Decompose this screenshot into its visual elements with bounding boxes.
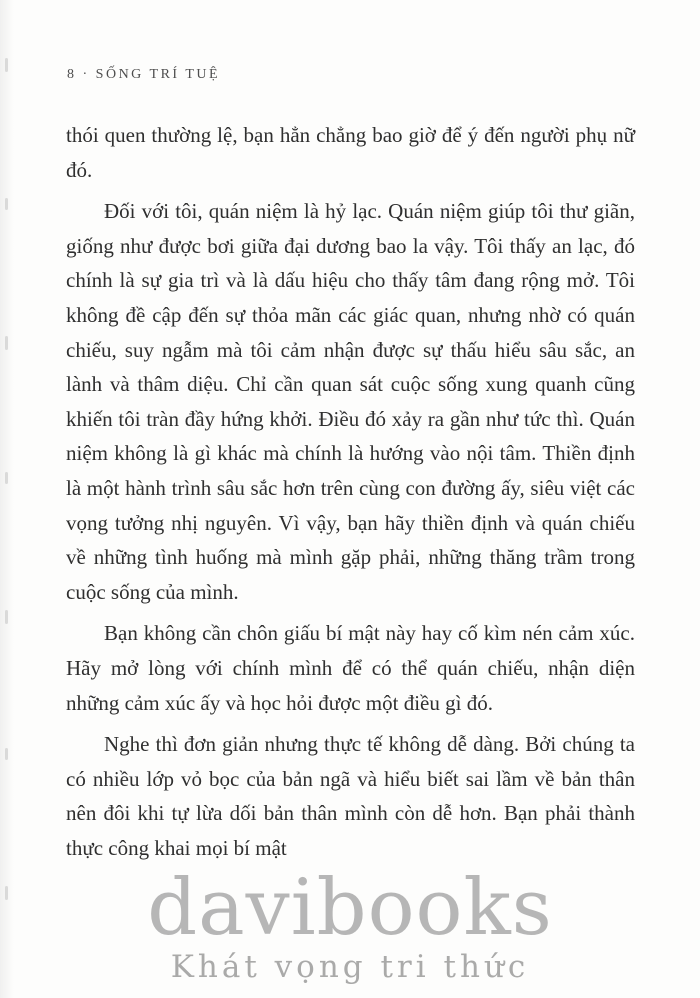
page-header <box>67 67 220 83</box>
header-separator: · <box>82 67 90 82</box>
paragraph: Nghe thì đơn giản nhưng thực tế không dễ dàng. Bởi chúng ta có nhiều lớp vỏ bọc của bản ngã và hiểu biết sai lầm về bản thân nên đôi khi tự lừa dối bản thân mình còn dễ hơn. Bạn phải thành thực công khai mọi bí mật <box>66 732 635 860</box>
watermark-slogan: Khát vọng tri thức <box>170 949 530 985</box>
watermark-brand: davibooks <box>147 863 553 953</box>
scan-artifact <box>5 198 8 210</box>
scan-artifact <box>5 748 8 760</box>
scan-artifact <box>5 336 8 350</box>
scan-artifact <box>5 886 8 900</box>
paragraph-continuation: thói quen thường lệ, bạn hẳn chẳng bao giờ để ý đến người phụ nữ đó. <box>66 123 635 182</box>
paragraph: Đối với tôi, quán niệm là hỷ lạc. Quán niệm giúp tôi thư giãn, giống như được bơi giữa đại dương bao la vậy. Tôi thấy an lạc, đó chính là sự gia trì và là dấu hiệu cho thấy tâm đang rộng mở. Tôi không đề cập đến sự thỏa mãn các giác quan, nhưng nhờ có quán chiếu, suy ngẫm mà tôi cảm nhận được sự thấu hiểu sâu sắc, an lành và thâm diệu. Chỉ cần quan sát cuộc sống xung quanh cũng khiến tôi tràn đầy hứng khởi. Điều đó xảy ra gần như tức thì. Quán niệm không là gì khác mà chính là hướng vào nội tâm. Thiền định là một hành trình sâu sắc hơn trên cùng con đường ấy, siêu việt các vọng tưởng nhị nguyên. Vì vậy, bạn hãy thiền định và quán chiếu về những tình huống mà mình gặp phải, những thăng trầm trong cuộc sống của mình. <box>66 199 635 604</box>
scan-edge-shade <box>0 0 14 998</box>
page-body <box>66 118 635 872</box>
scan-artifact <box>5 472 8 484</box>
running-title: SỐNG TRÍ TUỆ <box>95 67 221 82</box>
watermark <box>0 863 700 985</box>
scan-artifact <box>5 58 8 72</box>
page-number: 8 <box>67 67 77 82</box>
paragraph: Bạn không cần chôn giấu bí mật này hay cố kìm nén cảm xúc. Hãy mở lòng với chính mình để có thể quán chiếu, nhận diện những cảm xúc ấy và học hỏi được một điều gì đó. <box>66 621 635 715</box>
scan-artifact <box>5 610 8 624</box>
